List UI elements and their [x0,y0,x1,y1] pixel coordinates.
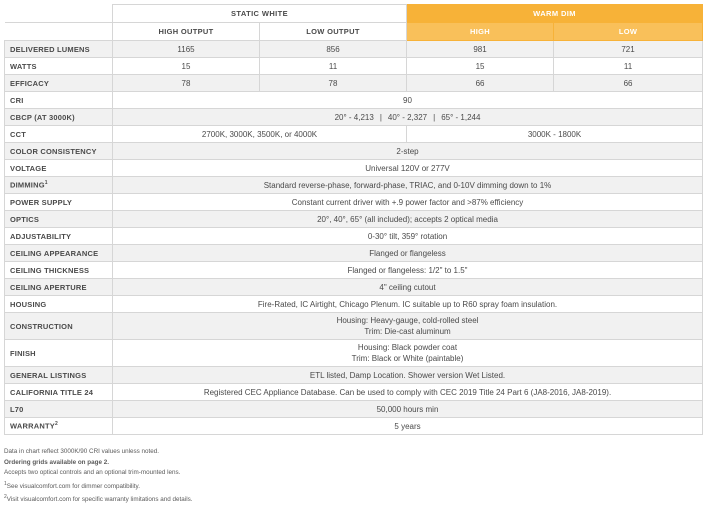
cbcp-value: 65° - 1,244 [441,112,481,122]
table-row [5,58,703,75]
corner-cell [5,23,113,41]
cbcp-value: 40° - 2,327 [387,112,428,122]
table-cell [113,340,703,367]
warm-low-header: LOW [554,23,703,41]
table-row [5,160,703,177]
table-cell: 721 [554,41,703,58]
table-cell: 50,000 hours min [113,401,703,418]
table-row [5,75,703,92]
table-cell: 78 [113,75,260,92]
row-label: WATTS [5,58,113,75]
table-row [5,418,703,435]
finish-line: Housing: Black powder coat [357,343,458,352]
footnote-marker: 1 [4,480,7,487]
row-label: POWER SUPPLY [5,194,113,211]
table-cell: 981 [407,41,554,58]
row-label: CEILING APPEARANCE [5,245,113,262]
finish-line: Trim: Black or White (paintable) [351,354,464,363]
table-cell: 0-30° tilt, 359° rotation [113,228,703,245]
table-cell: 2700K, 3000K, 3500K, or 4000K [113,126,407,143]
table-row [5,279,703,296]
warm-high-header: HIGH [407,23,554,41]
row-label: EFFICACY [5,75,113,92]
notes [4,447,694,506]
table-cell: 20°, 40°, 65° (all included); accepts 2 optical media [113,211,703,228]
group-header-row [5,5,703,23]
sub-header-row [5,23,703,41]
table-row [5,313,703,340]
table-row [5,211,703,228]
footnote-text: See visualcomfort.com for dimmer compatibility. [6,482,140,490]
table-row [5,41,703,58]
table-cell [113,313,703,340]
table-cell: 11 [260,58,407,75]
table-cell: 66 [554,75,703,92]
row-label: L70 [5,401,113,418]
row-label: VOLTAGE [5,160,113,177]
table-row [5,262,703,279]
row-label: GENERAL LISTINGS [5,367,113,384]
table-cell: 856 [260,41,407,58]
table-cell: Standard reverse-phase, forward-phase, TRIAC, and 0-10V dimming down to 1% [113,177,703,194]
table-row [5,401,703,418]
table-cell: 3000K - 1800K [407,126,703,143]
footnote-1 [4,479,694,493]
row-label: FINISH [5,340,113,367]
spec-table [4,4,703,435]
row-label: COLOR CONSISTENCY [5,143,113,160]
note-line: Accepts two optical controls and an optional trim-mounted lens. [4,469,181,477]
table-cell: Constant current driver with +.9 power factor and >87% efficiency [113,194,703,211]
table-cell: Registered CEC Appliance Database. Can be used to comply with CEC 2019 Title 24 Part 6 (JA8-2016, JA8-2019). [113,384,703,401]
table-cell: 15 [407,58,554,75]
table-row [5,384,703,401]
table-row [5,177,703,194]
footnote-marker: 1 [44,180,48,187]
table-row [5,92,703,109]
table-row [5,367,703,384]
low-output-header: LOW OUTPUT [260,23,407,41]
table-cell: 11 [554,58,703,75]
table-cell: 15 [113,58,260,75]
footnote-2 [4,492,694,506]
cbcp-value: 20° - 4,213 [334,112,374,122]
table-cell: 4" ceiling cutout [113,279,703,296]
table-row [5,194,703,211]
table-cell: 66 [407,75,554,92]
corner-cell [5,5,113,23]
footnote-marker: 2 [4,494,7,501]
row-label [5,418,113,435]
warm-dim-header: WARM DIM [407,5,703,23]
separator: | [433,112,436,122]
row-label: CEILING APERTURE [5,279,113,296]
table-row [5,109,703,126]
table-row [5,245,703,262]
row-label: HOUSING [5,296,113,313]
separator: | [379,112,382,122]
row-label: CBCP (AT 3000K) [5,109,113,126]
row-label: ADJUSTABILITY [5,228,113,245]
table-row [5,228,703,245]
table-cell [113,109,703,126]
static-white-header: STATIC WHITE [113,5,407,23]
warranty-label: WARRANTY [10,421,55,431]
construction-line: Housing: Heavy-gauge, cold-rolled steel [336,316,479,325]
high-output-header: HIGH OUTPUT [113,23,260,41]
footnote-text: Visit visualcomfort.com for specific warranty limitations and details. [6,496,193,504]
dimming-label: DIMMING [10,180,45,190]
table-cell: 5 years [113,418,703,435]
table-row [5,126,703,143]
row-label: CALIFORNIA TITLE 24 [5,384,113,401]
row-label: CONSTRUCTION [5,313,113,340]
table-cell: 1165 [113,41,260,58]
note-line: Data in chart reflect 3000K/90 CRI values unless noted. [4,448,160,455]
row-label: CEILING THICKNESS [5,262,113,279]
row-label: CRI [5,92,113,109]
table-cell: 2-step [113,143,703,160]
note-line-bold: Ordering grids available on page 2. [4,458,109,466]
row-label: DELIVERED LUMENS [5,41,113,58]
row-label: OPTICS [5,211,113,228]
table-row [5,296,703,313]
row-label [5,177,113,194]
construction-line: Trim: Die-cast aluminum [364,327,451,336]
table-cell: ETL listed, Damp Location. Shower version Wet Listed. [113,367,703,384]
footnote-marker: 2 [54,421,58,428]
row-label: CCT [5,126,113,143]
table-cell: Fire-Rated, IC Airtight, Chicago Plenum. IC suitable up to R60 spray foam insulation. [113,296,703,313]
table-cell: Universal 120V or 277V [113,160,703,177]
table-cell: Flanged or flangeless: 1/2" to 1.5" [113,262,703,279]
table-cell: Flanged or flangeless [113,245,703,262]
table-cell: 90 [113,92,703,109]
table-row [5,340,703,367]
table-cell: 78 [260,75,407,92]
table-row [5,143,703,160]
